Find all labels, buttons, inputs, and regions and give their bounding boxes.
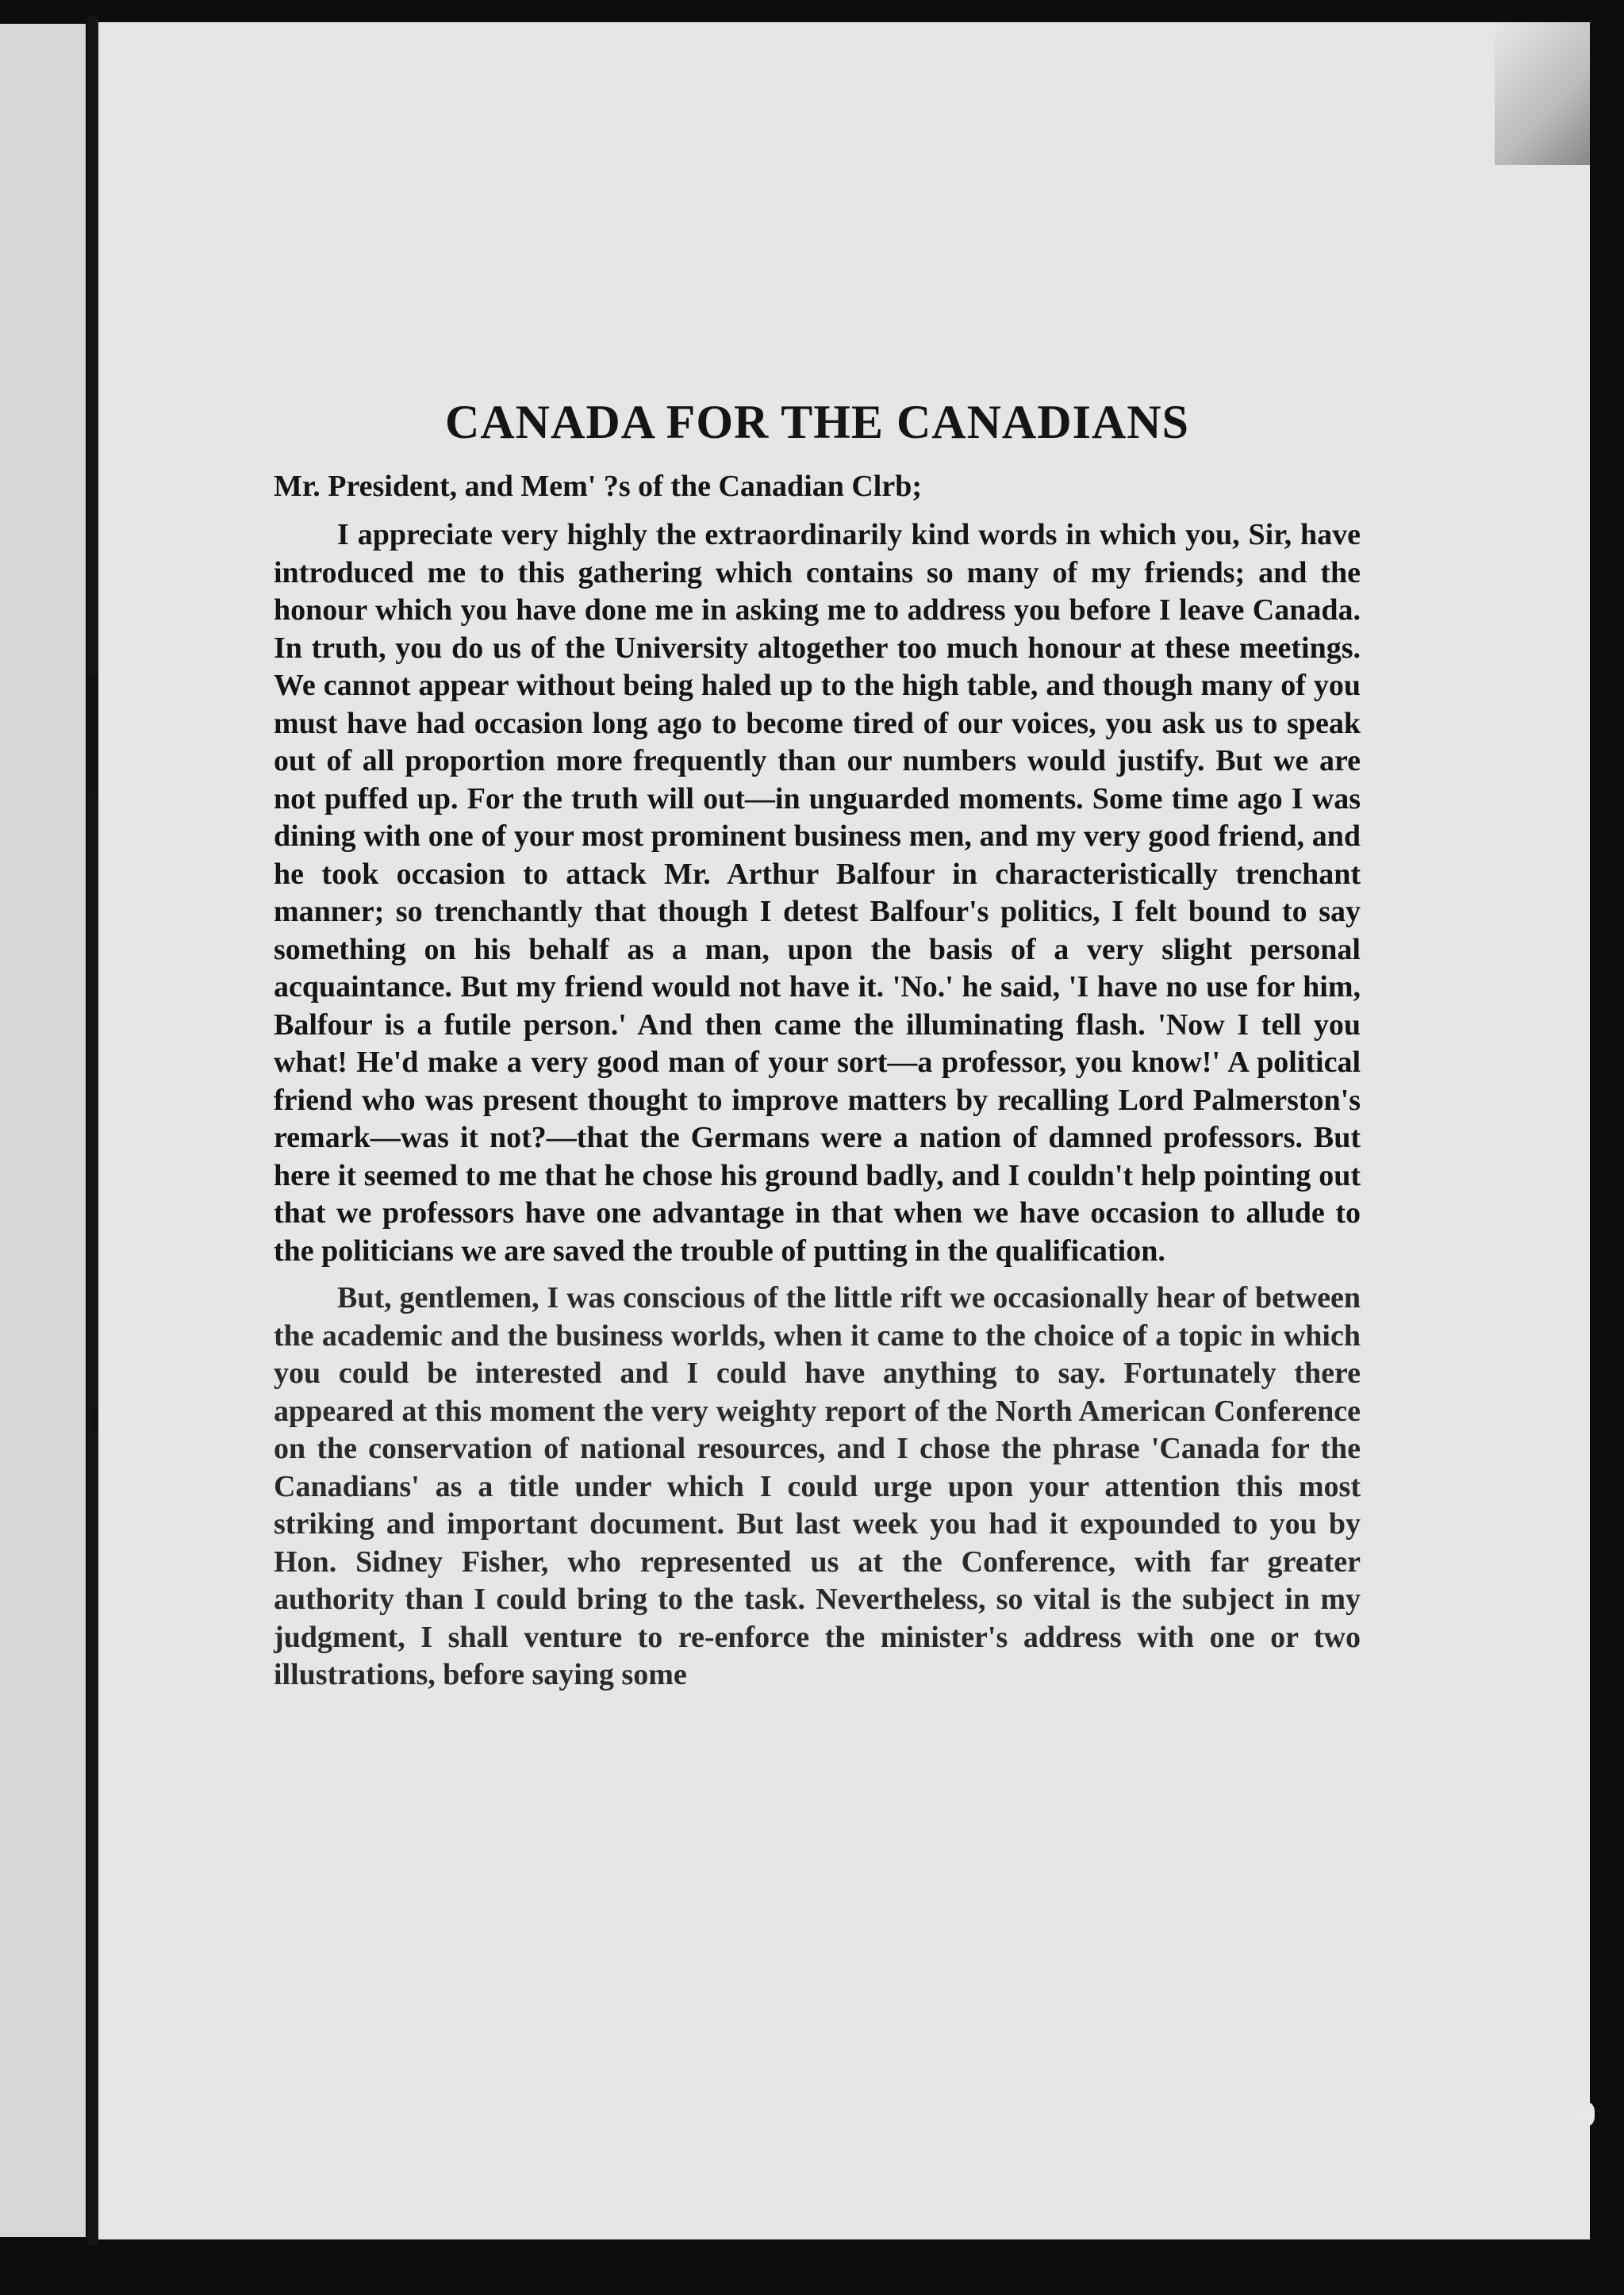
page-title: CANADA FOR THE CANADIANS	[445, 396, 1189, 448]
page-corner-shadow	[1495, 22, 1590, 165]
book-spine	[87, 16, 98, 2245]
paragraph-2: But, gentlemen, I was conscious of the little rift we occasionally hear of between the academic and the business worlds, when it came to the choice of a topic in which you could be interested and I could have anything to say. Fortunately there appeared at this moment the very weighty report of the North American Conference on the conservation of national resources, and I chose the phrase 'Canada for the Canadians' as a title under which I could urge upon your attention this most striking and important document. But last week you had it expounded to you by Hon. Sidney Fisher, who represented us at the Conference, with far greater authority than I could bring to the task. Nevertheless, so vital is the subject in my judgment, I shall venture to re-enforce the minister's address with one or two illustrations, before saying some	[274, 1281, 1361, 1691]
facing-page-edge	[0, 24, 86, 2237]
page-edge-mark	[1577, 2102, 1595, 2126]
paragraph-1: I appreciate very highly the extraordinarily kind words in which you, Sir, have introduced me to this gathering which contains so many of my friends; and the honour which you have done me in asking me to address you before I leave Canada. In truth, you do us of the University altogether too much honour at these meetings. We cannot appear without being haled up to the high table, and though many of you must have had occasion long ago to become tired of our voices, you ask us to speak out of all proportion more frequently than our numbers would justify. But we are not puffed up. For the truth will out—in unguarded moments. Some time ago I was dining with one of your most prominent business men, and my very good friend, and he took occasion to attack Mr. Arthur Balfour in characteristically trenchant manner; so trenchantly that though I detest Balfour's politics, I felt bound to say something on his behalf as a man, upon the basis of a very slight personal acquaintance. But my friend would not have it. 'No.' he said, 'I have no use for him, Balfour is a futile person.' And then came the illuminating flash. 'Now I tell you what! He'd make a very good man of your sort—a professor, you know!' A political friend who was present thought to improve matters by recalling Lord Palmerston's remark—was it not?—that the Germans were a nation of damned professors. But here it seemed to me that he chose his ground badly, and I couldn't help pointing out that we professors have one advantage in that when we have occasion to allude to the politicians we are saved the trouble of putting in the qualification.	[274, 518, 1361, 1268]
page-text-block	[274, 395, 1361, 1704]
salutation-line: Mr. President, and Mem' ?s of the Canadian Clrb;	[274, 470, 922, 503]
